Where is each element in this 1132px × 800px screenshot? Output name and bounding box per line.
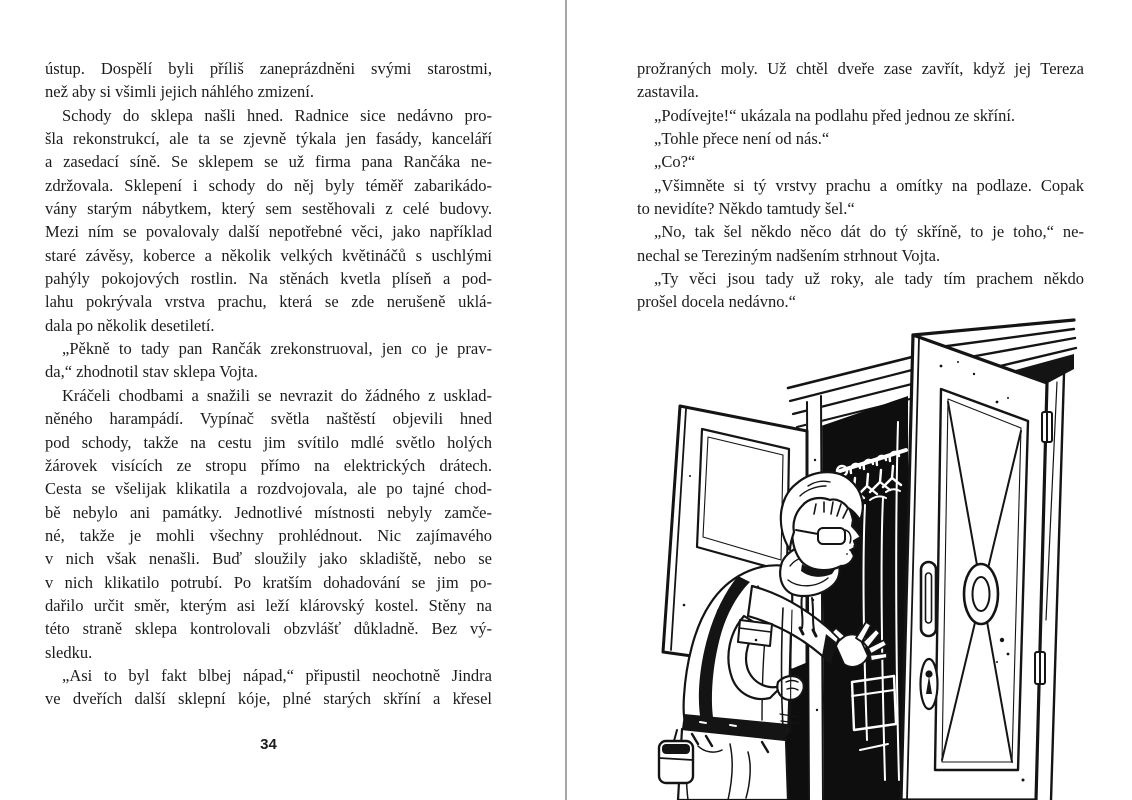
text-line: lahu pokrývala vrstva prachu, která se zde nerušeně uklá- (45, 292, 492, 312)
text-line: v nich však nenašli. Buď sloužily jako skladiště, nebo se (45, 549, 492, 569)
boy-jeans (678, 729, 788, 800)
text-line: né, takže je mohli všechny prohlédnout. Nic zajímavého (45, 525, 492, 545)
text-line: Kráčeli chodbami a snažili se nevrazit do žádného z usklad- (62, 385, 492, 405)
text-line: žárovek visících ze stropu přímo na elektrických drátech. (45, 455, 492, 475)
text-line: šla rekonstrukcí, ale ta se zjevně týkala jen fasády, kanceláří (45, 129, 492, 149)
cabinet-stile (806, 396, 824, 800)
text-line: než aby si všimli jejich náhlého zmizení. (45, 82, 314, 102)
door-handle (921, 562, 936, 636)
right-page-text (637, 57, 1084, 314)
text-line: zastavila. (637, 82, 699, 102)
left-page-text (45, 57, 492, 711)
text-line: da,“ zhodnotil stav sklepa Vojta. (45, 362, 258, 382)
text-line: „Asi to byl fakt blbej nápad,“ připustil neochotně Jindra (62, 665, 492, 685)
text-line: a zasedací síně. Se sklepem se už firma pana Rančáka ne- (45, 152, 492, 172)
right-page (567, 0, 1132, 800)
text-line: „Všimněte si tý vrstvy prachu a omítky na podlaze. Copak (654, 175, 1084, 195)
text-line: „No, tak šel někdo něco dát do tý skříně, to je toho,“ ne- (654, 222, 1084, 242)
page-number: 34 (260, 736, 277, 753)
text-line: pod schody, takže na cestu jim svítilo mdlé světlo holých (45, 432, 492, 452)
door-oval-ornament (964, 564, 998, 624)
text-line: nechal se Tereziným nadšením strhnout Vojta. (637, 245, 941, 265)
text-line: zdržovala. Sklepení i schody do něj byly téměř zabarikádo- (45, 175, 492, 195)
wardrobe-illustration (640, 310, 1100, 800)
text-line: pahýly pokojových rostlin. Na stěnách kvetla plíseň a pod- (45, 269, 492, 289)
text-line: bě nebylo ani památky. Jednotlivé místnosti nebyly zamče- (45, 502, 492, 522)
boy-chest-pocket (738, 620, 772, 646)
text-line: to nevidíte? Někdo tamtudy šel.“ (637, 199, 855, 219)
text-line: „Tohle přece není od nás.“ (654, 129, 830, 149)
text-line: sledku. (45, 642, 93, 662)
text-line: této straně sklepa kontrolovali obzvlášť důkladně. Bez vý- (45, 619, 492, 639)
text-line: „Ty věci jsou tady už roky, ale tady tím prachem někdo (654, 269, 1084, 289)
text-line: ve dveřích další sklepní kóje, plné starých skříní a křesel (45, 689, 492, 709)
text-line: Cesta se všelijak klikatila a rozdvojovala, ale po tajné chod- (45, 479, 492, 499)
text-line: vány starým nábytkem, který sem sestěhovali z celé budovy. (45, 199, 492, 219)
wardrobe-right-door (901, 335, 1052, 800)
text-line: Mezi ním se povalovaly další nepotřebné věci, jako například (45, 222, 492, 242)
text-line: prošel docela nedávno.“ (637, 292, 796, 312)
text-line: prožraných moly. Už chtěl dveře zase zavřít, když jej Tereza (637, 59, 1084, 78)
text-line: dala po několik desetiletí. (45, 315, 215, 335)
text-line: v nich klikatilo potrubí. Po kratším dohadování se jim po- (45, 572, 492, 592)
door-keyhole (921, 659, 938, 709)
text-line: Schody do sklepa našli hned. Radnice sice nedávno pro- (62, 105, 492, 125)
text-line: dařilo určit směr, kterým asi leží klárovský kostel. Stěny na (45, 595, 492, 615)
text-line: „Pěkně to tady pan Rančák zrekonstruoval, jen co je prav- (62, 339, 492, 359)
text-line: něného harampádí. Vypínač světla naštěstí objevili hned (45, 409, 492, 429)
text-line: „Podívejte!“ ukázala na podlahu před jednou ze skříní. (654, 105, 1016, 125)
text-line: staré závěsy, koberce a několik velkých květináčů s uschlými (45, 245, 492, 265)
text-line: ústup. Dospělí byli příliš zaneprázdněni svými starostmi, (45, 59, 492, 78)
left-page (0, 0, 565, 800)
text-line: „Co?“ (654, 152, 696, 172)
